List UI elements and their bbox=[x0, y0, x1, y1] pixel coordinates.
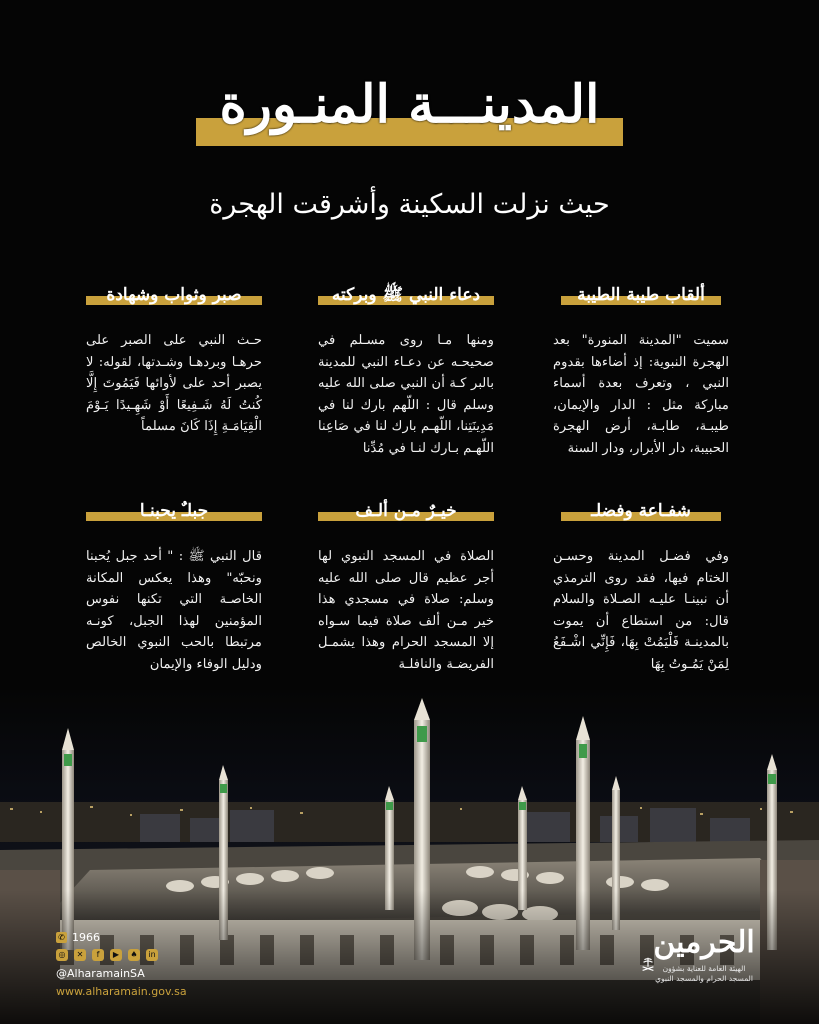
section-body: حـث النبي على الصبر على حرهـا وبردهـا وشـدتها، لقوله: لا يصبر أحد على لأوائها فَيَمُوتَ إِلَّا كُنتُ لَهُ شَـفِيعًا أَوْ شَهِـيدًا يَـوْمَ الْقِيَامَـةِ إِذَا كَانَ مسلماً bbox=[86, 333, 262, 434]
handle-row bbox=[56, 964, 296, 982]
section-title: صبر وثواب وشهادة bbox=[106, 285, 242, 305]
section-names-of-taiba bbox=[553, 284, 729, 459]
website-row bbox=[56, 982, 296, 1000]
brand-subtitle-1: الهيئة العامة للعناية بشؤون bbox=[662, 964, 746, 973]
instagram-icon[interactable]: ◎ bbox=[56, 949, 68, 961]
page-subtitle: حيث نزلت السكينة وأشرقت الهجرة bbox=[209, 189, 610, 220]
x-icon[interactable]: ✕ bbox=[74, 949, 86, 961]
section-mount-uhud bbox=[86, 500, 262, 675]
phone-row bbox=[56, 928, 296, 946]
phone-number: 1966 bbox=[72, 930, 100, 944]
palm-swords-emblem-icon bbox=[639, 956, 657, 974]
facebook-icon[interactable]: f bbox=[92, 949, 104, 961]
section-prophet-prayer bbox=[318, 284, 494, 459]
brand-name: الحرمين bbox=[653, 925, 755, 960]
phone-icon: ✆ bbox=[56, 932, 67, 943]
social-row bbox=[56, 946, 296, 964]
contact-info bbox=[56, 928, 296, 1000]
website-link[interactable]: www.alharamain.gov.sa bbox=[56, 984, 187, 998]
youtube-icon[interactable]: ▶ bbox=[110, 949, 122, 961]
page-title: المدينـــة المنـورة bbox=[219, 74, 600, 135]
brand-subtitle-2: المسجد الحرام والمسجد النبوي bbox=[655, 974, 753, 983]
section-body: وفي فضـل المدينة وحسـن الختام فيها، فقد روى الترمذي أن نبينـا عليـه الصـلاة والسلام قال: من استطاع أن يموت بالمدينـة فَلْيَمُتْ بِهَا، فَإِنِّي اشْـفَعُ لِمَنْ يَمُـوتُ بِهَا bbox=[553, 549, 729, 672]
section-title: جبلـٌ يحبنـا bbox=[139, 501, 209, 521]
section-title: خيـرٌ مـن ألـف bbox=[355, 501, 457, 521]
section-title: ألقاب طيبة الطيبة bbox=[577, 285, 705, 305]
section-patience-reward bbox=[86, 284, 262, 438]
section-intercession bbox=[553, 500, 729, 675]
section-title: شفـاعة وفضلـ bbox=[591, 501, 691, 521]
section-body: قال النبي ﷺ : " أحد جبل يُحبنا ونحبّه" وهذا يعكس المكانة الخاصـة التي تكنها نفوس المؤمنين لهذا الجبل، كونـه مرتبطا بالحب النبوي الخالص ودليل الوفاء والإيمان bbox=[86, 549, 262, 672]
snapchat-icon[interactable]: ♠ bbox=[128, 949, 140, 961]
section-body: الصلاة في المسجد النبوي لها أجر عظيم قال صلى الله عليه وسلم: صلاة في مسجدي هذا خير مـن ألف صلاة فيما سـواه إلا المسجد الحرام وهذا يشمـل الفريضـة والنافلـة bbox=[318, 549, 494, 672]
brand-logo bbox=[639, 926, 769, 984]
section-better-than-thousand bbox=[318, 500, 494, 675]
section-title: دعاء النبي ﷺ وبركته bbox=[331, 285, 481, 305]
social-handle[interactable]: @AlharamainSA bbox=[56, 966, 145, 980]
section-body: ومنها مـا روى مسـلم في صحيحـه عن دعـاء النبي للمدينة بالبر كـة أن النبي صلى الله عليه وسلم قال : اللّهم بارك لنا في مَدِينَتِنا، اللّهـم بارك لنا في صَاعِنا اللّهـم بـارك لنـا في مُدِّنا bbox=[318, 333, 494, 456]
linkedin-icon[interactable]: in bbox=[146, 949, 158, 961]
section-body: سميت "المدينة المنورة" بعد الهجرة النبوية: إذ أضاءها بقدوم النبي ، وتعرف بعدة أسماء مباركة مثل : الدار والإيمان، طيبـة، طابـة، أرض الهجرة الحبيبة، دار الأبرار، ودار السنة bbox=[553, 333, 729, 456]
